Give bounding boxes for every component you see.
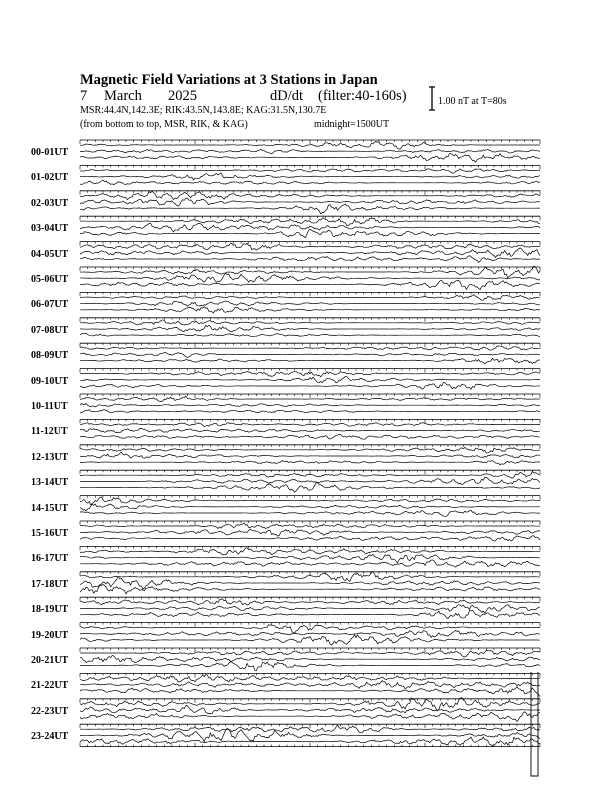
minute-ticks: [80, 343, 540, 347]
hour-label: 07-08UT: [31, 324, 69, 336]
trace-rik-hour-7: [80, 325, 540, 332]
trace-msr-hour-2: [80, 204, 540, 214]
hour-label: 14-15UT: [31, 502, 69, 514]
hour-label: 03-04UT: [31, 223, 69, 235]
quantity-label: dD/dt: [270, 88, 304, 104]
midnight-note: midnight=1500UT: [314, 119, 390, 130]
trace-msr-hour-19: [80, 635, 540, 645]
trace-msr-hour-3: [80, 229, 540, 237]
hour-label: 04-05UT: [31, 248, 69, 260]
trace-msr-hour-17: [80, 585, 540, 594]
trace-msr-hour-18: [80, 610, 540, 618]
minute-ticks: [80, 419, 540, 423]
trace-rik-hour-12: [80, 452, 540, 458]
trace-msr-hour-20: [80, 662, 540, 671]
date-day: 7: [80, 88, 88, 104]
hour-label: 10-11UT: [31, 401, 68, 412]
trace-rik-hour-2: [80, 198, 540, 206]
trace-rik-hour-9: [80, 377, 540, 383]
trace-msr-hour-13: [80, 482, 540, 492]
trace-rik-hour-18: [80, 605, 540, 614]
minute-ticks: [80, 267, 540, 271]
hour-label: 19-20UT: [31, 629, 69, 641]
minute-ticks: [80, 318, 540, 322]
hour-label: 01-02UT: [31, 172, 69, 184]
bottom-axis-ticks: [80, 743, 540, 747]
hour-label: 16-17UT: [31, 553, 69, 565]
minute-ticks: [80, 699, 540, 703]
hour-label: 18-19UT: [31, 604, 69, 616]
date-year: 2025: [168, 88, 197, 104]
minute-ticks: [80, 623, 540, 627]
minute-ticks: [80, 216, 540, 220]
trace-rik-hour-16: [80, 554, 540, 562]
minute-ticks: [80, 470, 540, 474]
minute-ticks: [80, 394, 540, 398]
hour-label: 20-21UT: [31, 655, 69, 666]
minute-ticks: [80, 369, 540, 373]
trace-msr-hour-15: [80, 536, 540, 541]
trace-msr-hour-22: [80, 712, 540, 722]
filter-label: (filter:40-160s): [318, 88, 407, 104]
trace-msr-hour-9: [80, 382, 540, 389]
hour-label: 02-03UT: [31, 197, 69, 209]
hour-label: 00-01UT: [31, 147, 69, 158]
trace-msr-hour-5: [80, 280, 540, 289]
trace-msr-hour-10: [80, 410, 540, 413]
station-order-note: (from bottom to top, MSR, RIK, & KAG): [80, 119, 248, 130]
minute-ticks: [80, 724, 540, 728]
hour-label: 09-10UT: [31, 375, 69, 387]
chart-title: Magnetic Field Variations at 3 Stations in Japan: [80, 72, 378, 88]
trace-rik-hour-6: [80, 301, 540, 306]
trace-rik-hour-5: [80, 273, 540, 282]
hour-label: 12-13UT: [31, 451, 69, 463]
trace-msr-hour-12: [80, 461, 540, 465]
trace-rik-hour-1: [80, 173, 540, 180]
trace-msr-hour-4: [80, 256, 540, 263]
trace-rik-hour-11: [80, 428, 540, 432]
trace-rik-hour-10: [80, 404, 540, 407]
trace-msr-hour-0: [80, 154, 540, 163]
trace-kag-hour-1: [80, 169, 540, 173]
hour-label: 21-22UT: [31, 680, 69, 692]
trace-msr-hour-14: [80, 510, 540, 516]
hour-label: 17-18UT: [31, 578, 69, 590]
trace-msr-hour-11: [80, 434, 540, 439]
hour-label: 06-07UT: [31, 299, 69, 311]
trace-msr-hour-1: [80, 180, 540, 185]
minute-ticks: [80, 673, 540, 677]
scale-bar: [429, 87, 435, 110]
date-month: March: [104, 88, 142, 104]
trace-msr-hour-6: [80, 307, 540, 314]
minute-ticks: [80, 165, 540, 169]
scale-bar-label: 1.00 nT at T=80s: [438, 96, 507, 107]
trace-msr-hour-21: [80, 687, 540, 697]
trace-msr-hour-8: [80, 358, 540, 364]
minute-ticks: [80, 445, 540, 449]
hour-label: 23-24UT: [31, 731, 69, 743]
trace-rik-hour-22: [80, 706, 540, 714]
hour-label: 13-14UT: [31, 477, 69, 489]
minute-ticks: [80, 292, 540, 296]
minute-ticks: [80, 597, 540, 601]
trace-rik-hour-20: [80, 655, 540, 662]
hour-label: 05-06UT: [31, 274, 69, 285]
trace-msr-hour-16: [80, 560, 540, 567]
minute-ticks: [80, 521, 540, 525]
trace-msr-hour-7: [80, 333, 540, 337]
trace-rik-hour-15: [80, 529, 540, 536]
trace-rik-hour-8: [80, 352, 540, 357]
minute-ticks: [80, 140, 540, 144]
hour-label: 08-09UT: [31, 350, 69, 362]
trace-rik-hour-21: [80, 681, 540, 689]
hour-label: 15-16UT: [31, 528, 69, 539]
trace-rik-hour-13: [80, 477, 540, 484]
trace-rik-hour-0: [80, 149, 540, 154]
hour-label: 22-23UT: [31, 705, 69, 717]
trace-rik-hour-3: [80, 223, 540, 232]
hour-label: 11-12UT: [31, 426, 68, 438]
trace-rik-hour-4: [80, 248, 540, 257]
station-coordinates: MSR:44.4N,142.3E; RIK:43.5N,143.8E; KAG:31.5N,130.7E: [80, 105, 327, 116]
